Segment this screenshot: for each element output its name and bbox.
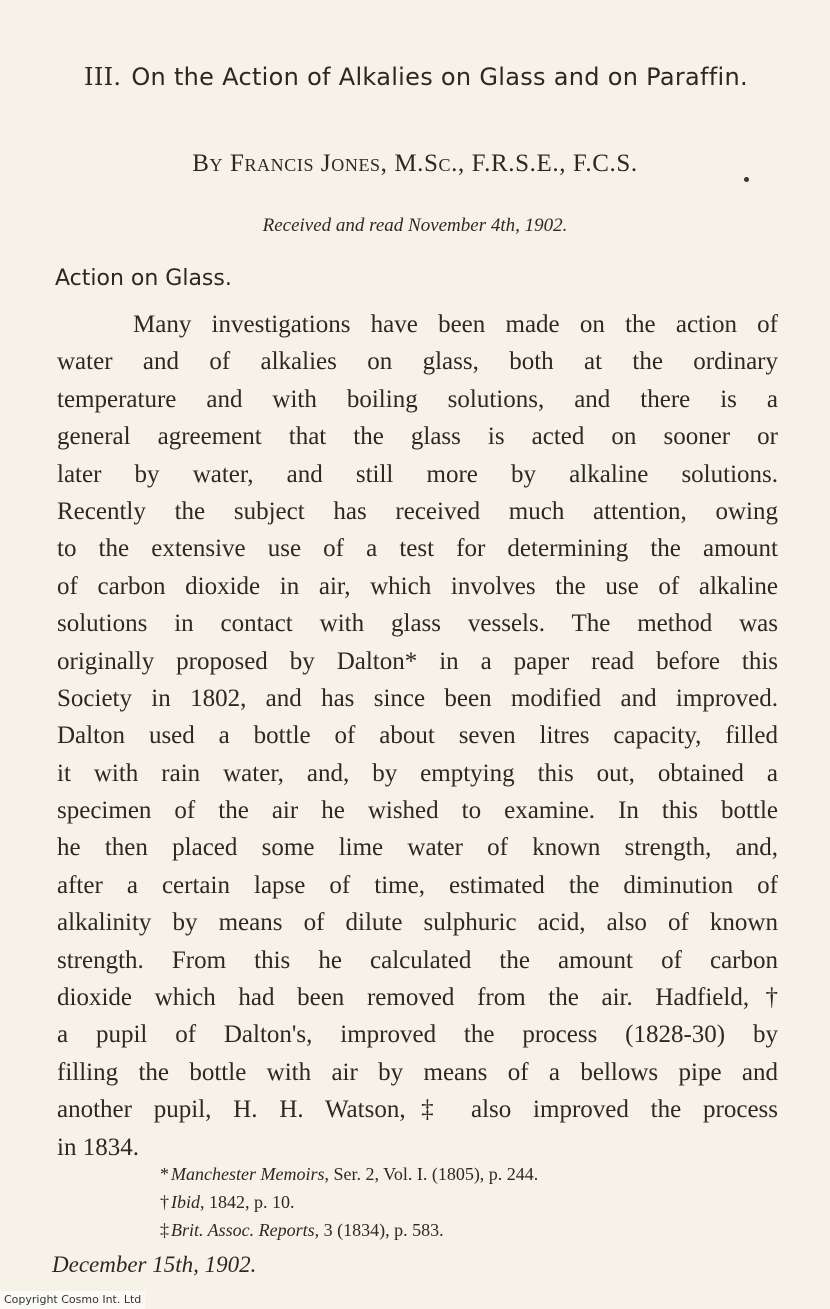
article-number: III. xyxy=(84,63,122,91)
text-line: another pupil, H. H. Watson,‡ also improved the process xyxy=(57,1096,778,1124)
footnote-source: Brit. Assoc. Reports xyxy=(171,1220,315,1240)
footnote-source: Ibid xyxy=(171,1192,200,1212)
footnote xyxy=(160,1160,720,1188)
document-date: December 15th, 1902. xyxy=(52,1252,257,1277)
footnote-details: , 1842, p. 10. xyxy=(200,1192,295,1212)
footnotes xyxy=(160,1160,720,1244)
author-byline: By Francis Jones, M.Sc., F.R.S.E., F.C.S. xyxy=(192,150,638,177)
text-line: specimen of the air he wished to examine. In this bottle xyxy=(57,797,778,825)
footnote-mark: † xyxy=(160,1192,169,1212)
text-line: of carbon dioxide in air, which involves the use of alkaline xyxy=(57,572,778,600)
footnote xyxy=(160,1188,720,1216)
received-date: Received and read November 4th, 1902. xyxy=(262,215,568,236)
text-line: strength. From this he calculated the amount of carbon xyxy=(57,946,778,974)
text-line: in 1834. xyxy=(57,1133,139,1161)
article-title-text: On the Action of Alkalies on Glass and on Paraffin. xyxy=(131,63,748,91)
text-line: temperature and with boiling solutions, and there is a xyxy=(57,385,778,413)
footnote-source: Manchester Memoirs xyxy=(171,1164,325,1184)
footnote-mark: * xyxy=(160,1164,169,1184)
text-line: after a certain lapse of time, estimated the diminution of xyxy=(57,871,778,899)
text-line: it with rain water, and, by emptying this out, obtained a xyxy=(57,759,778,787)
footnote-mark: ‡ xyxy=(160,1220,169,1240)
text-line: to the extensive use of a test for determining the amount xyxy=(57,535,778,563)
text-line: water and of alkalies on glass, both at the ordinary xyxy=(57,348,778,376)
text-line: dioxide which had been removed from the air. Hadfield,† xyxy=(57,984,778,1012)
text-line: originally proposed by Dalton* in a paper read before this xyxy=(57,647,778,675)
body-paragraph xyxy=(57,306,778,1166)
text-line: Recently the subject has received much attention, owing xyxy=(57,497,778,525)
text-line: general agreement that the glass is acted on sooner or xyxy=(57,423,778,451)
copyright-watermark: Copyright Cosmo Int. Ltd xyxy=(0,1291,145,1309)
footnote-details: , Ser. 2, Vol. I. (1805), p. 244. xyxy=(324,1164,539,1184)
text-line: Dalton used a bottle of about seven litres capacity, filled xyxy=(57,722,778,750)
section-heading: Action on Glass. xyxy=(55,266,232,291)
text-line: later by water, and still more by alkaline solutions. xyxy=(57,460,778,488)
text-line: alkalinity by means of dilute sulphuric acid, also of known xyxy=(57,909,778,937)
footnote xyxy=(160,1216,720,1244)
text-line: a pupil of Dalton's, improved the process (1828-30) by xyxy=(57,1021,778,1049)
text-line: Society in 1802, and has since been modified and improved. xyxy=(57,684,778,712)
text-line: he then placed some lime water of known strength, and, xyxy=(57,834,778,862)
text-line: Many investigations have been made on the action of xyxy=(133,311,778,338)
article-title xyxy=(55,60,777,94)
print-speck xyxy=(744,177,749,182)
footnote-details: , 3 (1834), p. 583. xyxy=(314,1220,444,1240)
text-line: filling the bottle with air by means of a bellows pipe and xyxy=(57,1058,778,1086)
text-line: solutions in contact with glass vessels. The method was xyxy=(57,610,778,638)
